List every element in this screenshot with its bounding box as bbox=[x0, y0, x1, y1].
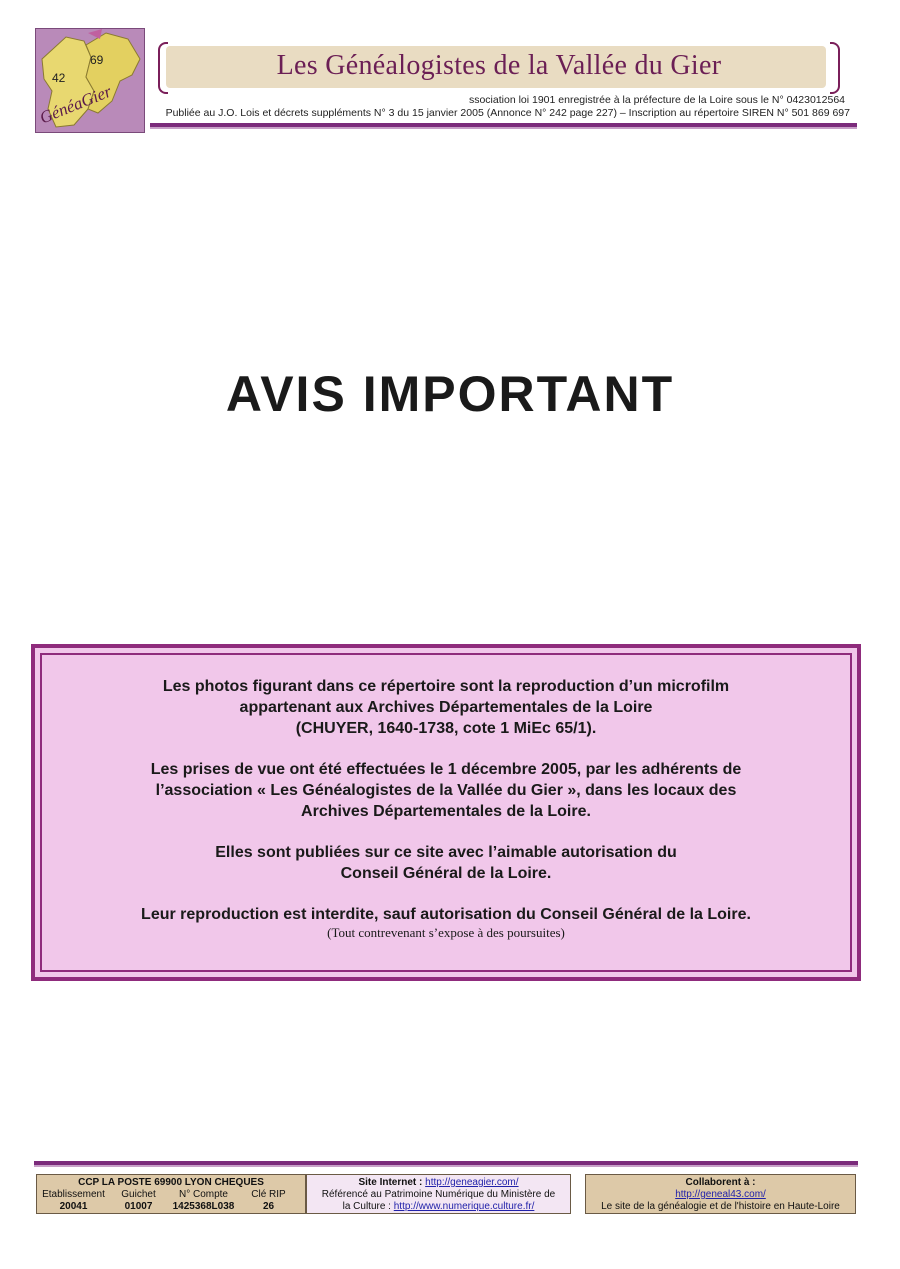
culture-link[interactable]: http://www.numerique.culture.fr/ bbox=[393, 1201, 535, 1212]
page-headline: AVIS IMPORTANT bbox=[225, 366, 675, 422]
notice-paragraph-authorization bbox=[35, 842, 857, 884]
footer-divider bbox=[34, 1161, 858, 1167]
bank-labels-row bbox=[37, 1189, 305, 1201]
notice-text bbox=[35, 676, 857, 941]
collab-link[interactable]: http://geneal43.com/ bbox=[675, 1189, 766, 1200]
header-divider bbox=[150, 123, 857, 129]
registration-line: ssociation loi 1901 enregistrée à la préfecture de la Loire sous le N° 0423012564 bbox=[468, 94, 845, 106]
bank-value: 20041 bbox=[59, 1201, 88, 1212]
notice-line: appartenant aux Archives Départementales de la Loire bbox=[239, 699, 653, 716]
bank-name: CCP LA POSTE 69900 LYON CHEQUES bbox=[78, 1177, 264, 1188]
notice-line: l’association « Les Généalogistes de la Vallée du Gier », dans les locaux des bbox=[155, 782, 737, 799]
collab-description: Le site de la généalogie et de l'histoire en Haute-Loire bbox=[601, 1201, 840, 1212]
heritage-line: Référencé au Patrimoine Numérique du Ministère de bbox=[321, 1189, 556, 1200]
site-link[interactable]: http://geneagier.com/ bbox=[425, 1177, 519, 1188]
site-line bbox=[307, 1177, 570, 1189]
footer-bank-details bbox=[36, 1174, 306, 1214]
notice-line: Elles sont publiées sur ce site avec l’aimable autorisation du bbox=[215, 844, 677, 861]
footer-website bbox=[306, 1174, 571, 1214]
bank-value: 01007 bbox=[124, 1201, 153, 1212]
bank-label: Etablissement bbox=[42, 1189, 105, 1200]
collab-label: Collaborent à : bbox=[685, 1177, 756, 1188]
culture-label: la Culture : bbox=[342, 1201, 394, 1212]
bank-label: Clé RIP bbox=[251, 1189, 286, 1200]
header-title-banner bbox=[158, 38, 840, 94]
notice-line: Leur reproduction est interdite, sauf autorisation du Conseil Général de la Loire. bbox=[141, 906, 751, 923]
logo-script-text: GénéaGier bbox=[37, 81, 115, 128]
bank-value: 26 bbox=[262, 1201, 275, 1212]
association-logo bbox=[35, 28, 145, 133]
footer-collaborators bbox=[585, 1174, 856, 1214]
notice-paragraph-photos bbox=[35, 759, 857, 822]
site-label: Site Internet : bbox=[358, 1177, 426, 1188]
association-title: Les Généalogistes de la Vallée du Gier bbox=[276, 50, 722, 81]
notice-line: Archives Départementales de la Loire. bbox=[301, 803, 591, 820]
notice-line: (CHUYER, 1640-1738, cote 1 MiEc 65/1). bbox=[295, 720, 597, 737]
notice-line: Les prises de vue ont été effectuées le 1 décembre 2005, par les adhérents de bbox=[150, 761, 742, 778]
notice-box bbox=[31, 644, 861, 981]
logo-number-69: 69 bbox=[90, 53, 104, 67]
notice-paragraph-microfilm bbox=[35, 676, 857, 739]
culture-line bbox=[307, 1201, 570, 1213]
notice-line: Les photos figurant dans ce répertoire sont la reproduction d’un microfilm bbox=[162, 678, 730, 695]
logo-number-42: 42 bbox=[52, 71, 66, 85]
notice-line: Conseil Général de la Loire. bbox=[340, 865, 552, 882]
notice-paragraph-reproduction bbox=[35, 904, 857, 941]
legal-warning: (Tout contrevenant s’expose à des poursuites) bbox=[327, 925, 565, 940]
publication-line: Publiée au J.O. Lois et décrets suppléments N° 3 du 15 janvier 2005 (Annonce N° 242 page 227) – Inscription au répertoire SIREN N° 501 869 697 bbox=[165, 107, 850, 119]
bank-label: N° Compte bbox=[178, 1189, 228, 1200]
bank-label: Guichet bbox=[121, 1189, 156, 1200]
bank-value: 1425368L038 bbox=[172, 1201, 235, 1212]
bank-values-row bbox=[37, 1201, 305, 1213]
